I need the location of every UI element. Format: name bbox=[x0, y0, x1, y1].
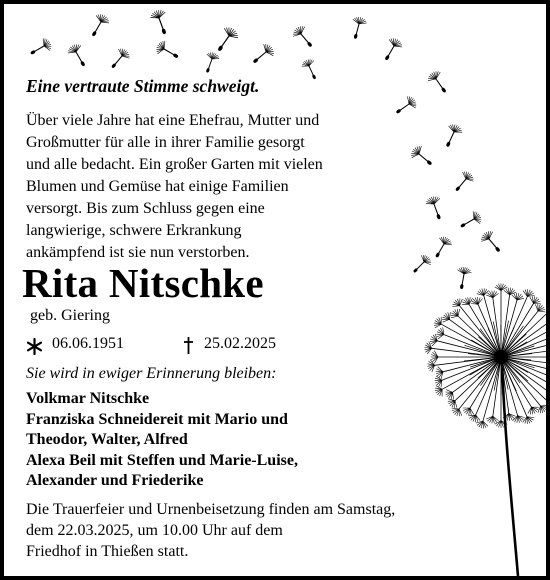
asterisk-birth-icon bbox=[26, 338, 43, 355]
mourner-line: Theodor, Walter, Alfred bbox=[26, 431, 188, 448]
funeral-line: Die Trauerfeier und Urnenbeisetzung finden am Samstag, bbox=[26, 501, 396, 518]
mourner-line: Volkmar Nitschke bbox=[26, 390, 150, 407]
mourner-line: Alexander und Friederike bbox=[26, 472, 204, 489]
mourners-list bbox=[26, 389, 426, 492]
funeral-line: dem 22.03.2025, um 10.00 Uhr auf dem bbox=[26, 522, 283, 539]
funeral-line: Friedhof in Thießen statt. bbox=[26, 543, 189, 560]
cross-death-icon bbox=[182, 336, 195, 355]
maiden-name: geb. Giering bbox=[30, 307, 110, 324]
deceased-name: Rita Nitschke bbox=[22, 260, 264, 306]
mourner-line: Alexa Beil mit Steffen und Marie-Luise, bbox=[26, 451, 298, 469]
death-date: 25.02.2025 bbox=[204, 335, 276, 352]
intro-heading: Eine vertraute Stimme schweigt. bbox=[26, 76, 260, 96]
funeral-info bbox=[26, 499, 526, 562]
mourner-line: Franziska Schneidereit mit Mario und bbox=[26, 410, 288, 428]
memory-line: Sie wird in ewiger Erinnerung bleiben: bbox=[26, 365, 277, 382]
birth-date: 06.06.1951 bbox=[52, 335, 124, 352]
intro-text: Über viele Jahre hat eine Ehefrau, Mutter und Großmutter für alle in ihrer Familie gesorgt und alle bedacht. Ein großer Garten mit vielen Blumen und Gemüse hat einige Familien versorgt. Bis zum Schluss gegen eine langwierige, schwere Erkrankung ankämpfend ist sie nun verstorben. bbox=[26, 112, 323, 261]
